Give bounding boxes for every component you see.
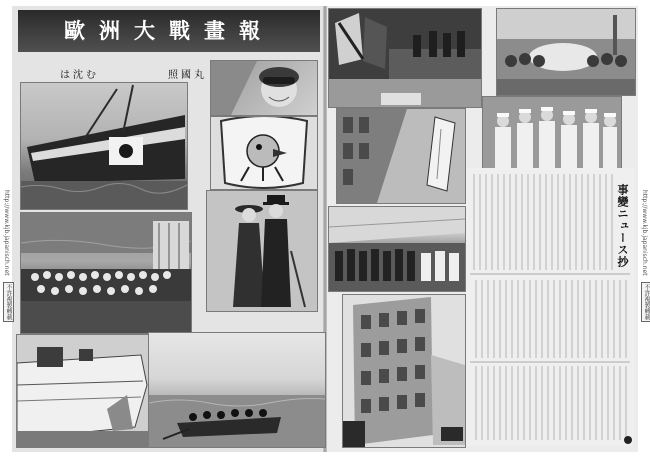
news-digest-heading: 事變ニュース抄 (616, 184, 629, 268)
bird-mascot-artwork (210, 116, 318, 190)
right-margin-stamp: 不許複製轉載 (643, 284, 650, 320)
lifeboat-illustration (149, 333, 325, 447)
ship-sinking-illustration (21, 83, 187, 209)
couple-walking-caption (300, 200, 314, 280)
left-margin-stamp: 不許複製轉載 (5, 284, 12, 320)
city-street-photo (342, 294, 466, 448)
crowd-outdoor-caption (454, 210, 462, 280)
ship-hull-illustration (17, 335, 167, 447)
article-subtitle-left: は沈む (60, 70, 99, 81)
ship-sinking-photo (20, 82, 188, 210)
rally-stage-caption (470, 20, 478, 90)
aviator-portrait-photo (210, 60, 318, 116)
article-text-lines (466, 168, 634, 446)
city-street-illustration (343, 295, 465, 447)
rescued-passengers-photo (20, 212, 192, 334)
nurses-group-caption (622, 110, 630, 166)
crowd-outdoor-illustration (329, 207, 465, 291)
article-subtitle-right: 照國丸 (168, 70, 207, 81)
right-margin-url: http://www.kjb.japanisch.net (641, 190, 648, 276)
lifeboat-photo (148, 332, 326, 448)
ship-sinking-caption (176, 140, 184, 200)
building-banner-photo (336, 108, 466, 204)
rally-stage-illustration (329, 9, 481, 107)
rescued-passengers-illustration (21, 213, 191, 333)
nurses-group-photo (482, 96, 622, 172)
nurses-group-illustration (483, 97, 621, 171)
rally-stage-photo (328, 8, 482, 108)
page-number-dot (624, 436, 632, 444)
ship-hull-photo (16, 334, 168, 448)
wreath-ceremony-illustration (497, 9, 635, 95)
wreath-ceremony-photo (496, 8, 636, 96)
bird-mascot-illustration (211, 117, 317, 189)
building-banner-illustration (337, 109, 465, 203)
masthead (18, 10, 320, 52)
magazine-title: 歐洲大戰畫報 (64, 18, 274, 43)
aviator-portrait-illustration (211, 61, 317, 115)
left-margin-url: http://www.kjb.japanisch.net (3, 190, 10, 276)
wreath-ceremony-caption (487, 14, 495, 84)
crowd-outdoor-photo (328, 206, 466, 292)
news-digest-article (466, 168, 634, 446)
